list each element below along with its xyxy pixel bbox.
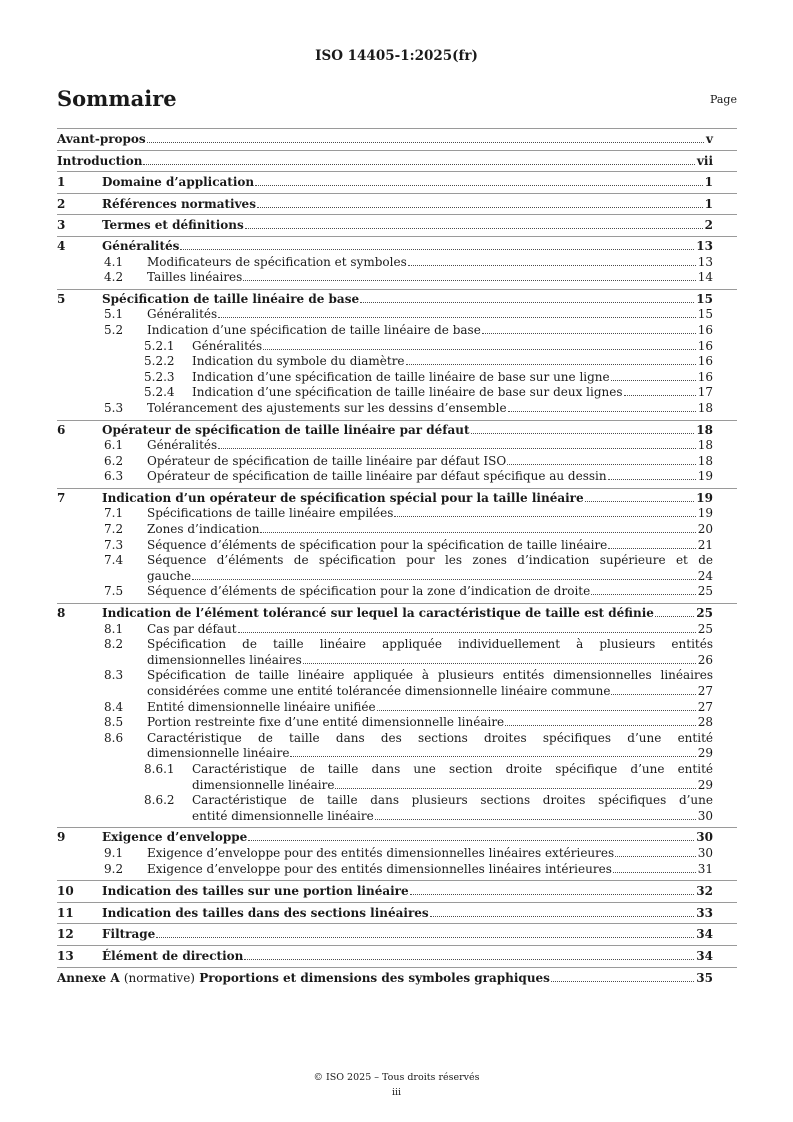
toc-entry-6-2[interactable]: 6.2 Opérateur de spécification de taille linéaire par défaut ISO 18 (104, 453, 713, 468)
toc-entry-avant-propos[interactable]: Avant-propos v (57, 132, 713, 146)
page-column-label: Page (709, 93, 737, 106)
section-number: 6.3 (104, 469, 124, 484)
page-number: 13 (697, 254, 713, 269)
page-number: 30 (697, 808, 713, 823)
section-number: 9 (57, 830, 66, 845)
section-number: 6.2 (104, 453, 124, 468)
section-number: 7.1 (104, 506, 124, 521)
annex-label: Annexe A (57, 970, 120, 985)
toc-entry-5[interactable]: 5 Spécification de taille linéaire de base 15 (57, 291, 713, 306)
page-number: 28 (697, 715, 713, 730)
section-number: 4 (57, 238, 66, 253)
toc-entry-8[interactable]: 8 Indication de l’élément tolérancé sur lequel la caractéristique de taille est définie 25 (57, 606, 713, 621)
section-number: 3 (57, 218, 66, 233)
section-number: 5.2.4 (144, 385, 175, 400)
toc-entry-7-2[interactable]: 7.2 Zones d’indication 20 (104, 522, 713, 537)
section-number: 11 (57, 905, 74, 920)
section-number: 8.6.2 (144, 793, 175, 808)
toc-entry-8-4[interactable]: 8.4 Entité dimensionnelle linéaire unifiée 27 (104, 699, 713, 714)
page-number: 25 (696, 606, 713, 621)
page-number: 1 (704, 196, 713, 211)
toc-entry-5-1[interactable]: 5.1 Généralités 15 (104, 307, 713, 322)
toc-entry-9-2[interactable]: 9.2 Exigence d’enveloppe pour des entités dimensionnelles linéaires intérieures 31 (104, 861, 713, 876)
copyright-notice: © ISO 2025 – Tous droits réservés (313, 1072, 480, 1083)
page-number: 25 (697, 621, 713, 636)
section-number: 5.3 (104, 400, 124, 415)
page-number: 34 (696, 948, 713, 963)
section-number: 8.4 (104, 699, 124, 714)
section-number: 8 (57, 606, 66, 621)
section-number: 8.6.1 (144, 761, 175, 776)
toc-entry-7-1[interactable]: 7.1 Spécifications de taille linéaire empilées 19 (104, 506, 713, 521)
page-number: 17 (697, 385, 713, 400)
section-number: 4.1 (104, 254, 124, 269)
section-number: 8.1 (104, 621, 124, 636)
page-number: 18 (696, 422, 713, 437)
toc-entry-1[interactable]: 1 Domaine d’application 1 (57, 175, 713, 190)
section-number: 12 (57, 927, 74, 942)
page-number: 16 (697, 338, 713, 353)
toc-entry-5-2[interactable]: 5.2 Indication d’une spécification de taille linéaire de base 16 (104, 322, 713, 337)
section-number: 5 (57, 291, 66, 306)
toc-entry-4-1[interactable]: 4.1 Modificateurs de spécification et symboles 13 (104, 254, 713, 269)
section-number: 8.3 (104, 668, 124, 683)
page-footer (0, 1070, 793, 1100)
section-number: 7.4 (104, 553, 124, 568)
section-number: 8.6 (104, 730, 124, 745)
page-number: 20 (697, 522, 713, 537)
toc-entry-8-3[interactable]: 8.3 Spécification de taille linéaire appliquée à plusieurs entités dimensionnelles linéaires considérées comme une entité tolérancée dimensionnelle linéaire commune 27 (104, 668, 713, 698)
toc-entry-7-4[interactable]: 7.4 Séquence d’éléments de spécification pour les zones d’indication supérieure et de gauche 24 (104, 553, 713, 583)
page-number: 14 (697, 270, 713, 285)
section-number: 4.2 (104, 270, 124, 285)
toc-entry-introduction[interactable]: Introduction vii (57, 153, 713, 168)
section-number: 6 (57, 422, 66, 437)
page-number: 15 (696, 291, 713, 306)
toc-entry-7-3[interactable]: 7.3 Séquence d’éléments de spécification pour la spécification de taille linéaire 21 (104, 537, 713, 552)
toc-entry-5-2-4[interactable]: 5.2.4 Indication d’une spécification de taille linéaire de base sur deux lignes 17 (144, 385, 713, 400)
page-number: 2 (704, 218, 713, 233)
toc-entry-11[interactable]: 11 Indication des tailles dans des sections linéaires 33 (57, 905, 713, 920)
section-number: 13 (57, 948, 74, 963)
page-number: 29 (697, 746, 713, 761)
page-number: 19 (697, 506, 713, 521)
toc-entry-9-1[interactable]: 9.1 Exigence d’enveloppe pour des entités dimensionnelles linéaires extérieures 30 (104, 845, 713, 860)
section-number: 8.5 (104, 715, 124, 730)
page-number: 16 (697, 369, 713, 384)
page-number: 30 (696, 830, 713, 845)
section-number: 9.2 (104, 861, 124, 876)
toc-entry-8-2[interactable]: 8.2 Spécification de taille linéaire appliquée individuellement à plusieurs entités dimensionnelles linéaires 26 (104, 637, 713, 667)
section-number: 7.2 (104, 522, 124, 537)
toc-entry-8-6-2[interactable]: 8.6.2 Caractéristique de taille dans plusieurs sections droites spécifiques d’une entité dimensionnelle linéaire 30 (144, 793, 713, 823)
page-number: vii (696, 153, 713, 168)
page-number: 13 (696, 238, 713, 253)
toc-entry-annex-a[interactable] (57, 968, 737, 989)
footer-page-number: iii (391, 1087, 402, 1098)
toc-entry-3[interactable]: 3 Termes et définitions 2 (57, 218, 713, 233)
section-number: 10 (57, 884, 74, 899)
section-number: 2 (57, 196, 66, 211)
page-number: 30 (697, 845, 713, 860)
page-title: Sommaire (57, 86, 177, 111)
toc-entry-8-1[interactable]: 8.1 Cas par défaut 25 (104, 621, 713, 636)
section-number: 6.1 (104, 438, 124, 453)
page-number: 35 (696, 970, 713, 985)
toc-entry-9[interactable]: 9 Exigence d’enveloppe 30 (57, 830, 713, 845)
page-number: 19 (697, 469, 713, 484)
page-number: 19 (696, 490, 713, 505)
toc-entry-4-2[interactable]: 4.2 Tailles linéaires 14 (104, 270, 713, 285)
page-number: 34 (696, 927, 713, 942)
section-number: 5.1 (104, 307, 124, 322)
page-number: 1 (704, 175, 713, 190)
page-number: 27 (697, 684, 713, 698)
page-number: 31 (697, 861, 713, 876)
toc-entry-5-2-2[interactable]: 5.2.2 Indication du symbole du diamètre 16 (144, 354, 713, 369)
page-number: 32 (696, 884, 713, 899)
toc-entry-12[interactable]: 12 Filtrage 34 (57, 927, 713, 942)
document-header: ISO 14405-1:2025(fr) (315, 48, 478, 64)
toc-entry-6-1[interactable]: 6.1 Généralités 18 (104, 438, 713, 453)
toc-entry-8-6[interactable]: 8.6 Caractéristique de taille dans des sections droites spécifiques d’une entité dimensionnelle linéaire 29 (104, 730, 713, 761)
section-number: 8.2 (104, 637, 124, 652)
toc-entry-8-5[interactable]: 8.5 Portion restreinte fixe d’une entité dimensionnelle linéaire 28 (104, 715, 713, 730)
page-number: 25 (697, 584, 713, 599)
section-number: 1 (57, 175, 66, 190)
section-number: 5.2.1 (144, 338, 175, 353)
page-number: 18 (697, 400, 713, 415)
page-number: 15 (697, 307, 713, 322)
annex-qualifier: (normative) (123, 970, 195, 985)
page-number: 18 (697, 453, 713, 468)
page-number: 16 (697, 354, 713, 369)
toc-entry-6[interactable]: 6 Opérateur de spécification de taille linéaire par défaut 18 (57, 422, 713, 437)
title-row (57, 86, 737, 116)
toc-entry-2[interactable]: 2 Références normatives 1 (57, 196, 713, 211)
toc-entry-4[interactable]: 4 Généralités 13 (57, 238, 713, 253)
toc-entry-5-2-1[interactable]: 5.2.1 Généralités 16 (144, 338, 713, 353)
toc-entry-7[interactable]: 7 Indication d’un opérateur de spécification spécial pour la taille linéaire 19 (57, 490, 713, 505)
section-number: 5.2.3 (144, 369, 175, 384)
toc-entry-8-6-1[interactable]: 8.6.1 Caractéristique de taille dans une section droite spécifique d’une entité dimensionnelle linéaire 29 (144, 761, 713, 792)
table-of-contents (57, 128, 737, 988)
section-number: 9.1 (104, 845, 124, 860)
annex-title: Proportions et dimensions des symboles graphiques (199, 970, 550, 985)
section-number: 7.5 (104, 584, 124, 599)
page-number: 18 (697, 438, 713, 453)
page-number: 21 (697, 537, 713, 552)
page-number: 33 (696, 905, 713, 920)
page-number: 16 (697, 322, 713, 337)
toc-entry-6-3[interactable]: 6.3 Opérateur de spécification de taille linéaire par défaut spécifique au dessin 19 (104, 469, 713, 484)
page-number: 29 (697, 777, 713, 792)
page-number: 26 (697, 652, 713, 667)
toc-entry-5-3[interactable]: 5.3 Tolérancement des ajustements sur les dessins d’ensemble 18 (104, 400, 713, 415)
section-number: 5.2.2 (144, 354, 175, 369)
toc-entry-5-2-3[interactable]: 5.2.3 Indication d’une spécification de taille linéaire de base sur une ligne 16 (144, 369, 713, 384)
page-number: 27 (697, 699, 713, 714)
page-number: 24 (697, 568, 713, 583)
section-number: 7 (57, 490, 66, 505)
toc-entry-13[interactable]: 13 Élément de direction 34 (57, 948, 713, 963)
toc-entry-10[interactable]: 10 Indication des tailles sur une portion linéaire 32 (57, 884, 713, 899)
page-number: v (706, 132, 713, 146)
toc-entry-7-5[interactable]: 7.5 Séquence d’éléments de spécification pour la zone d’indication de droite 25 (104, 584, 713, 599)
section-number: 7.3 (104, 537, 124, 552)
section-number: 5.2 (104, 322, 124, 337)
